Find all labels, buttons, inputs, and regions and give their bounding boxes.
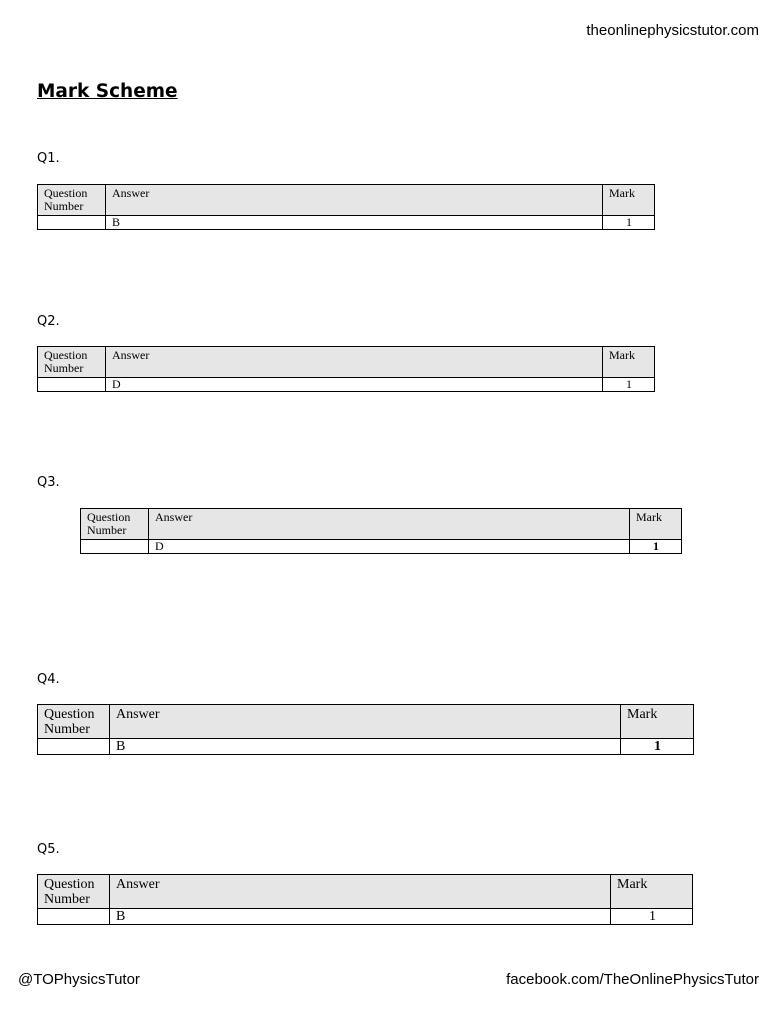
cell-question-number xyxy=(38,909,110,925)
cell-answer: B xyxy=(110,909,611,925)
question-label-q4: Q4. xyxy=(37,672,60,687)
cell-question-number xyxy=(38,216,106,230)
cell-question-number xyxy=(81,540,149,554)
site-url: theonlinephysicstutor.com xyxy=(586,22,759,39)
table-header-row xyxy=(38,185,655,216)
cell-mark: 1 xyxy=(621,739,694,755)
cell-answer: B xyxy=(106,216,603,230)
page-title: Mark Scheme xyxy=(37,81,178,102)
table-row xyxy=(38,909,693,925)
header-question-number: Question Number xyxy=(38,347,106,378)
mark-table-q3 xyxy=(80,508,682,554)
header-mark: Mark xyxy=(621,705,694,739)
table-header-row xyxy=(38,705,694,739)
header-answer: Answer xyxy=(106,347,603,378)
mark-table-q2 xyxy=(37,346,655,392)
header-answer: Answer xyxy=(110,705,621,739)
question-label-q1: Q1. xyxy=(37,151,60,166)
cell-answer: B xyxy=(110,739,621,755)
cell-mark: 1 xyxy=(603,216,655,230)
header-mark: Mark xyxy=(603,185,655,216)
question-label-q3: Q3. xyxy=(37,475,60,490)
cell-mark: 1 xyxy=(603,378,655,392)
cell-question-number xyxy=(38,739,110,755)
question-label-q5: Q5. xyxy=(37,842,60,857)
header-mark: Mark xyxy=(630,509,682,540)
header-question-number: Question Number xyxy=(38,705,110,739)
mark-table-q4 xyxy=(37,704,694,755)
cell-answer: D xyxy=(149,540,630,554)
cell-question-number xyxy=(38,378,106,392)
header-mark: Mark xyxy=(611,875,693,909)
header-question-number: Question Number xyxy=(81,509,149,540)
footer-twitter-handle: @TOPhysicsTutor xyxy=(18,971,140,988)
cell-answer: D xyxy=(106,378,603,392)
table-row xyxy=(38,378,655,392)
table-row xyxy=(38,739,694,755)
cell-mark: 1 xyxy=(630,540,682,554)
table-row xyxy=(81,540,682,554)
table-header-row xyxy=(38,875,693,909)
cell-mark: 1 xyxy=(611,909,693,925)
header-answer: Answer xyxy=(106,185,603,216)
mark-table-q1 xyxy=(37,184,655,230)
header-answer: Answer xyxy=(149,509,630,540)
header-mark: Mark xyxy=(603,347,655,378)
question-label-q2: Q2. xyxy=(37,314,60,329)
footer-facebook-url: facebook.com/TheOnlinePhysicsTutor xyxy=(506,971,759,988)
header-question-number: Question Number xyxy=(38,185,106,216)
header-answer: Answer xyxy=(110,875,611,909)
mark-table-q5 xyxy=(37,874,693,925)
table-header-row xyxy=(81,509,682,540)
table-row xyxy=(38,216,655,230)
table-header-row xyxy=(38,347,655,378)
header-question-number: Question Number xyxy=(38,875,110,909)
